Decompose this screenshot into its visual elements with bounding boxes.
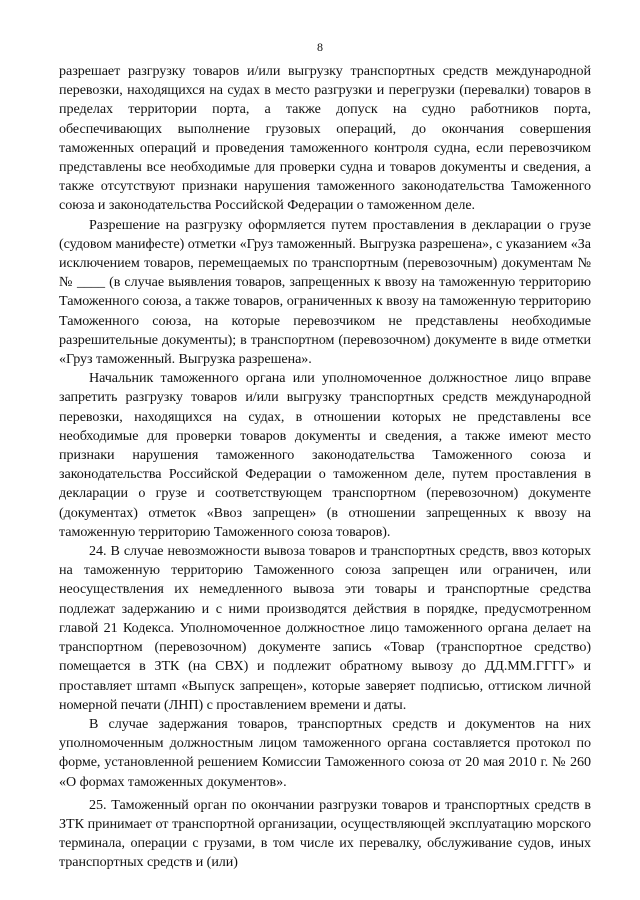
paragraph-1: разрешает разгрузку товаров и/или выгрузку транспортных средств международной перевозки, находящихся на судах в место разгрузки и перегрузки (перевалки) товаров в пределах территории порта, а также допуск на судно работников порта, обеспечивающих выполнение грузовых операций, до окончания совершения таможенных операций и проведения таможенного контроля судна, если перевозчиком представлены все необходимые для проверки судна и товаров документы и сведения, а также отсутствуют признаки нарушения таможенного законодательства Таможенного союза и законодательства Российской Федерации о таможенном деле. <box>59 63 591 214</box>
paragraph-25: 25. Таможенный орган по окончании разгрузки товаров и транспортных средств в ЗТК принимает от транспортной организации, осуществляющей эксплуатацию морского терминала, операции с грузами, в том числе их перевалку, обслуживание судов, иных транспортных средств и (или) <box>59 796 591 871</box>
page-number: 8 <box>317 40 323 54</box>
paragraph-detention: В случае задержания товаров, транспортных средств и документов на них уполномоченным должностным лицом таможенного органа составляется протокол по форме, установленной решением Комиссии Таможенного союза от 20 мая 2010 г. № 260 «О формах таможенных документов». <box>59 715 591 790</box>
paragraph-2: Разрешение на разгрузку оформляется путем проставления в декларации о грузе (судовом манифесте) отметки «Груз таможенный. Выгрузка разрешена», с указанием «За исключением товаров, перемещаемых по транспортным (перевозочным) документам №№ ____ (в случае выявления товаров, запрещенных к ввозу на таможенную территорию Таможенного союза, а также товаров, ограниченных к ввозу на таможенную территорию Таможенного союза, на которые перевозчиком не представлены необходимые разрешительные документы); в транспортном (перевозочном) документе в виде отметки «Груз таможенный. Выгрузка разрешена». <box>59 216 591 368</box>
paragraph-3: Начальник таможенного органа или уполномоченное должностное лицо вправе запретить разгрузку товаров и/или выгрузку транспортных средств международной перевозки, находящихся на судах, в отношении которых не представлены все необходимые для проверки товаров документы и сведения, а также имеют место признаки нарушения таможенного законодательства Таможенного союза и законодательства Российской Федерации о таможенном деле, путем проставления в декларации о грузе и соответствующем транспортном (перевозочном) документе (документах) отметок «Ввоз запрещен» (в отношении запрещенных к ввозу на таможенную территорию Таможенного союза товаров). <box>59 370 591 540</box>
document-body <box>59 62 591 873</box>
paragraph-24: 24. В случае невозможности вывоза товаров и транспортных средств, ввоз которых на таможенную территорию Таможенного союза запрещен или ограничен, или неосуществления их немедленного вывоза эти товары и транспортные средства подлежат задержанию и с ними производятся действия в порядке, предусмотренном главой 21 Кодекса. Уполномоченное должностное лицо таможенного органа делает на транспортном (перевозочном) документе запись «Товар (транспортное средство) помещается в ЗТК (на СВХ) и подлежит обратному вывозу до ДД.ММ.ГГГГ» и проставляет штамп «Выпуск запрещен», которые заверяет подписью, оттиском личной номерной печати (ЛНП) с проставлением времени и даты. <box>59 543 591 713</box>
